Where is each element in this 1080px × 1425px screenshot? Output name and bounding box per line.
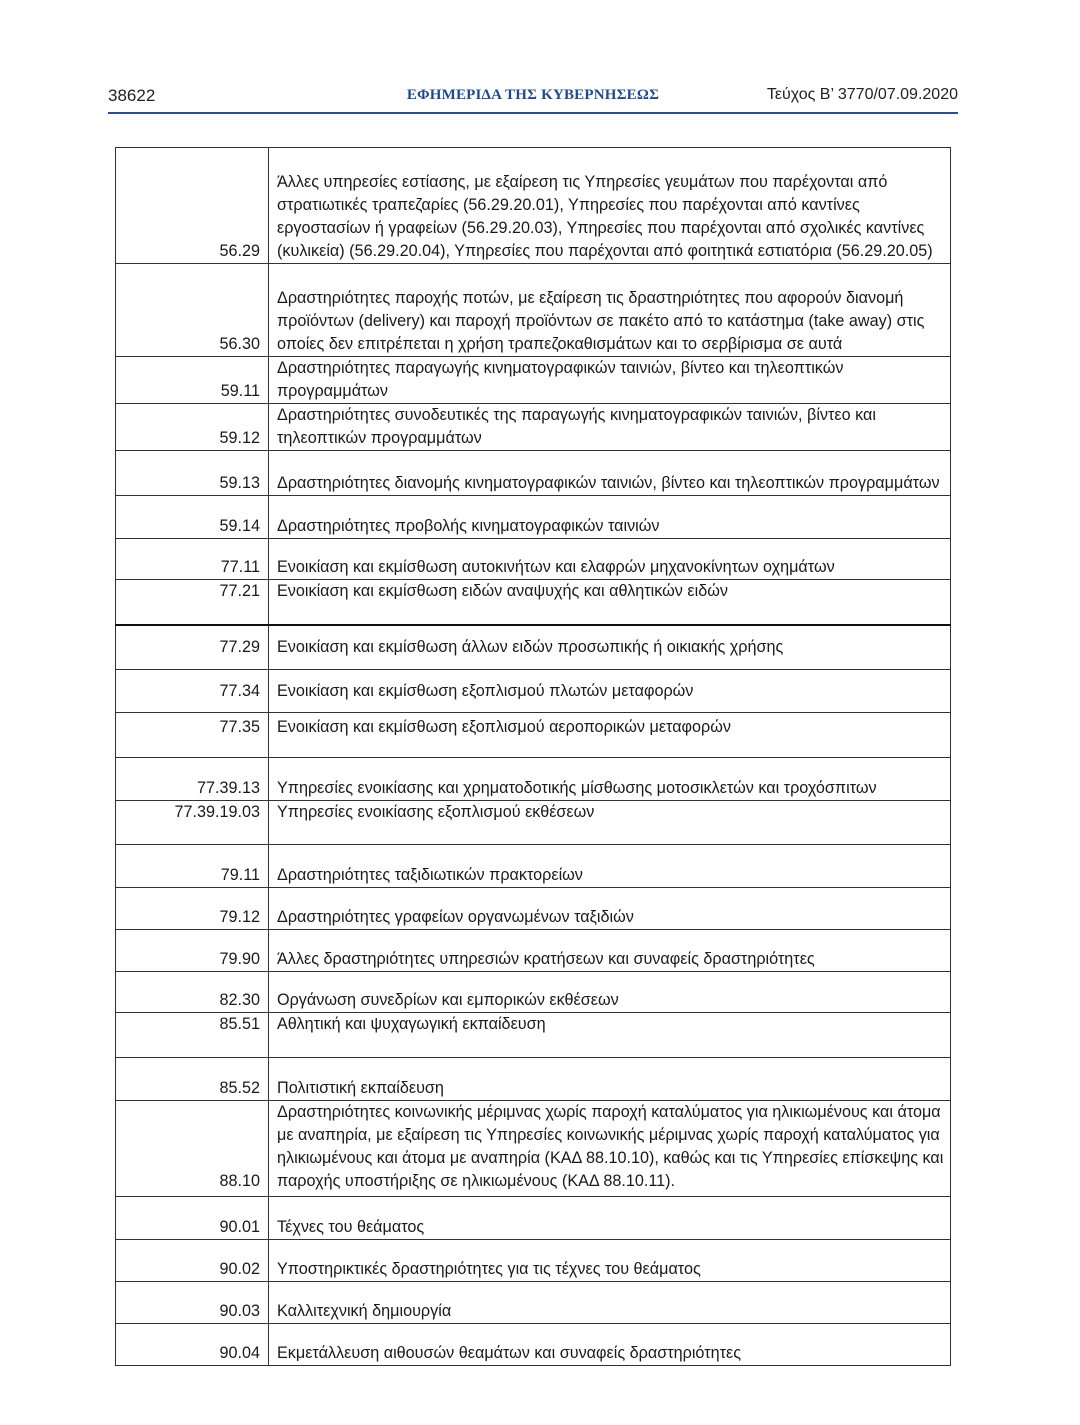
table-row [116, 580, 951, 625]
activity-code: 88.10 [116, 1101, 269, 1197]
activity-description: Δραστηριότητες παροχής ποτών, με εξαίρεση τις δραστηριότητες που αφορούν διανομή προϊόντων (delivery) και παροχή προϊόντων σε πακέτο από το κατάστημα (take away) στις οποίες δεν επιτρέπεται η χρήση τραπεζοκαθισμάτων και το σερβίρισμα σε αυτά [269, 264, 951, 357]
activity-description: Πολιτιστική εκπαίδευση [269, 1058, 951, 1101]
table-row [116, 496, 951, 539]
activity-code: 90.02 [116, 1240, 269, 1282]
activity-description: Δραστηριότητες γραφείων οργανωμένων ταξιδιών [269, 888, 951, 930]
activity-description: Ενοικίαση και εκμίσθωση ειδών αναψυχής και αθλητικών ειδών [269, 580, 951, 625]
activity-code: 59.11 [116, 357, 269, 404]
table-row [116, 801, 951, 845]
table-row [116, 539, 951, 580]
table-row [116, 451, 951, 496]
activity-description: Οργάνωση συνεδρίων και εμπορικών εκθέσεων [269, 972, 951, 1013]
activity-description: Δραστηριότητες διανομής κινηματογραφικών ταινιών, βίντεο και τηλεοπτικών προγραμμάτων [269, 451, 951, 496]
activity-description: Δραστηριότητες παραγωγής κινηματογραφικών ταινιών, βίντεο και τηλεοπτικών προγραμμάτων [269, 357, 951, 404]
activity-code: 77.29 [116, 625, 269, 670]
activity-description: Δραστηριότητες κοινωνικής μέριμνας χωρίς παροχή καταλύματος για ηλικιωμένους και άτομα με αναπηρία, με εξαίρεση τις Υπηρεσίες κοινωνικής μέριμνας χωρίς παροχή καταλύματος για ηλικιωμένους και άτομα με αναπηρία (ΚΑΔ 88.10.10), καθώς και τις Υπηρεσίες επίσκεψης και παροχής υποστήριξης σε ηλικιωμένους (ΚΑΔ 88.10.11). [269, 1101, 951, 1197]
activity-code: 79.90 [116, 930, 269, 972]
activity-description: Δραστηριότητες προβολής κινηματογραφικών ταινιών [269, 496, 951, 539]
activity-code: 59.14 [116, 496, 269, 539]
activity-description: Δραστηριότητες συνοδευτικές της παραγωγής κινηματογραφικών ταινιών, βίντεο και τηλεοπτικών προγραμμάτων [269, 404, 951, 451]
table-row [116, 670, 951, 713]
table-row [116, 357, 951, 404]
activity-code: 79.11 [116, 845, 269, 888]
activity-code: 56.29 [116, 148, 269, 264]
activity-description: Ενοικίαση και εκμίσθωση εξοπλισμού πλωτών μεταφορών [269, 670, 951, 713]
activity-description: Υποστηρικτικές δραστηριότητες για τις τέχνες του θεάματος [269, 1240, 951, 1282]
activity-code: 59.13 [116, 451, 269, 496]
activity-code: 77.11 [116, 539, 269, 580]
activity-code: 77.39.19.03 [116, 801, 269, 845]
activity-description: Ενοικίαση και εκμίσθωση αυτοκινήτων και ελαφρών μηχανοκίνητων οχημάτων [269, 539, 951, 580]
activity-code: 90.03 [116, 1282, 269, 1324]
page-header [108, 84, 958, 114]
activity-description: Ενοικίαση και εκμίσθωση εξοπλισμού αεροπορικών μεταφορών [269, 713, 951, 758]
activity-description: Τέχνες του θεάματος [269, 1197, 951, 1240]
activity-description: Υπηρεσίες ενοικίασης και χρηματοδοτικής μίσθωσης μοτοσικλετών και τροχόσπιτων [269, 758, 951, 801]
table-row [116, 1324, 951, 1366]
activity-description: Εκμετάλλευση αιθουσών θεαμάτων και συναφείς δραστηριότητες [269, 1324, 951, 1366]
activity-code: 77.21 [116, 580, 269, 625]
table-row [116, 264, 951, 357]
activity-code: 82.30 [116, 972, 269, 1013]
table-row [116, 404, 951, 451]
activity-code: 59.12 [116, 404, 269, 451]
activity-description: Αθλητική και ψυχαγωγική εκπαίδευση [269, 1013, 951, 1058]
activity-code: 85.52 [116, 1058, 269, 1101]
activity-code: 85.51 [116, 1013, 269, 1058]
activity-description: Ενοικίαση και εκμίσθωση άλλων ειδών προσωπικής ή οικιακής χρήσης [269, 625, 951, 670]
table-row [116, 888, 951, 930]
table-row [116, 713, 951, 758]
activity-code: 56.30 [116, 264, 269, 357]
table-row [116, 1240, 951, 1282]
activity-code: 79.12 [116, 888, 269, 930]
activity-description: Καλλιτεχνική δημιουργία [269, 1282, 951, 1324]
activity-code: 90.01 [116, 1197, 269, 1240]
activity-code: 77.34 [116, 670, 269, 713]
activity-description: Δραστηριότητες ταξιδιωτικών πρακτορείων [269, 845, 951, 888]
table-row [116, 148, 951, 264]
table-row [116, 972, 951, 1013]
activity-code: 77.39.13 [116, 758, 269, 801]
activity-code: 77.35 [116, 713, 269, 758]
issue-number: Τεύχος Β’ 3770/07.09.2020 [766, 86, 958, 103]
table-row [116, 930, 951, 972]
gazette-title: ΕΦΗΜΕΡΙΔΑ ΤΗΣ ΚΥΒΕΡΝΗΣΕΩΣ [406, 87, 660, 103]
table-row [116, 1013, 951, 1058]
page-number: 38622 [108, 86, 156, 105]
table-row [116, 845, 951, 888]
table-row [116, 1197, 951, 1240]
activity-description: Άλλες δραστηριότητες υπηρεσιών κρατήσεων και συναφείς δραστηριότητες [269, 930, 951, 972]
activity-description: Άλλες υπηρεσίες εστίασης, με εξαίρεση τις Υπηρεσίες γευμάτων που παρέχονται από στρατιωτικές τραπεζαρίες (56.29.20.01), Υπηρεσίες που παρέχονται από καντίνες εργοστασίων ή γραφείων (56.29.20.03), Υπηρεσίες που παρέχονται από σχολικές καντίνες (κυλικεία) (56.29.20.04), Υπηρεσίες που παρέχονται από φοιτητικά εστιατόρια (56.29.20.05) [269, 148, 951, 264]
table-row [116, 1282, 951, 1324]
activity-description: Υπηρεσίες ενοικίασης εξοπλισμού εκθέσεων [269, 801, 951, 845]
table-row [116, 1101, 951, 1197]
table-row [116, 625, 951, 670]
table-row [116, 1058, 951, 1101]
activity-codes-table [115, 147, 951, 1366]
activity-code: 90.04 [116, 1324, 269, 1366]
table-row [116, 758, 951, 801]
